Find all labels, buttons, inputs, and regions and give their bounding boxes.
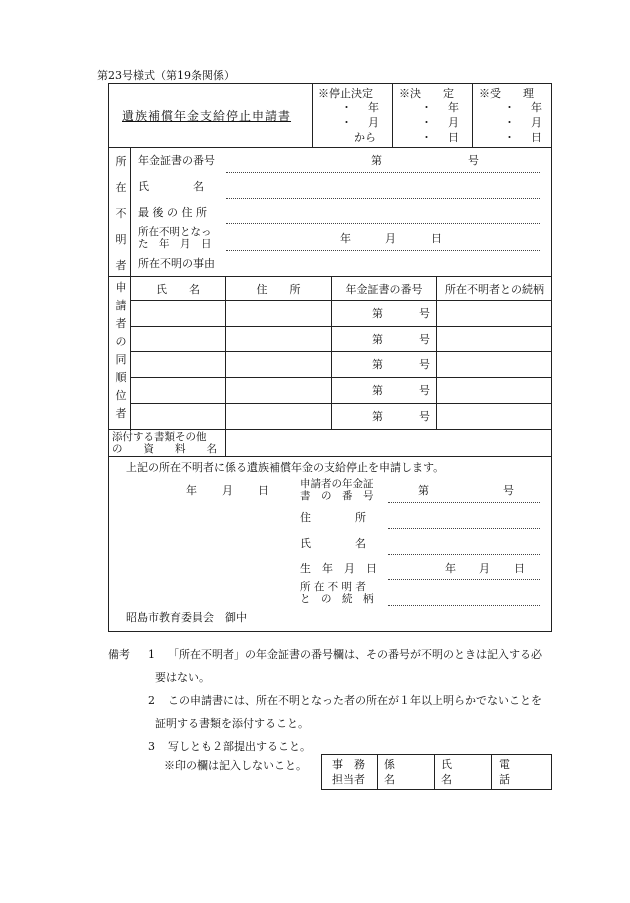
- office-stop-label: ※停止決定: [318, 87, 373, 100]
- note-line: 写しとも２部提出すること。: [168, 740, 311, 753]
- date-year: 年: [186, 484, 197, 497]
- missing-reason-label: 所在不明の事由: [138, 257, 215, 270]
- office-stop-year: 年: [368, 101, 379, 114]
- missing-cert-go: 号: [468, 154, 479, 167]
- row-dai: 第: [372, 358, 383, 371]
- office-stop-from: から: [354, 131, 376, 144]
- applicant-cert-go: 号: [503, 484, 514, 497]
- missing-date-day: 日: [431, 232, 442, 245]
- applicant-birth-label: 生 年 月 日: [300, 562, 377, 575]
- applicant-birth-month: 月: [479, 562, 490, 575]
- date-day: 日: [258, 484, 269, 497]
- applicant-cert-label-2: 書 の 番 号: [300, 490, 374, 502]
- staff-col4-line1: 電: [499, 758, 510, 771]
- declaration-text: 上記の所在不明者に係る遺族補償年金の支給停止を申請します。: [126, 461, 445, 474]
- office-decision-day: 日: [448, 131, 459, 144]
- missing-side-char: 所: [115, 155, 127, 168]
- row-go: 号: [419, 333, 430, 346]
- form-title: 遺族補償年金支給停止申請書: [122, 109, 292, 123]
- header-relationship: 所在不明者との続柄: [445, 283, 544, 296]
- row-dai: 第: [372, 307, 383, 320]
- missing-cert-dai: 第: [371, 154, 382, 167]
- staff-col4-line2: 話: [499, 773, 510, 786]
- staff-col1-line1: 事 務: [332, 758, 365, 771]
- note-num: 1: [148, 648, 155, 661]
- office-receipt-label: ※受 理: [479, 87, 534, 100]
- note-num: 2: [148, 694, 155, 707]
- office-receipt-month: 月: [531, 116, 542, 129]
- note-line: 要はない。: [155, 671, 210, 684]
- missing-side-char: 者: [115, 259, 127, 272]
- note-line: 「所在不明者」の年金証書の番号欄は、その番号が不明のときは記入する必: [168, 648, 542, 661]
- header-name: 氏 名: [156, 283, 200, 296]
- missing-date-year: 年: [340, 232, 351, 245]
- row-go: 号: [419, 384, 430, 397]
- addressee: 昭島市教育委員会 御中: [126, 611, 247, 624]
- attachments-label-1: 添付する書類その他: [112, 431, 207, 443]
- applicant-rel-label-1: 所 在 不 明 者: [300, 581, 366, 593]
- staff-col1-line2: 担当者: [332, 773, 365, 786]
- note-line: この申請書には、所在不明となった者の所在が１年以上明らかでないことを: [168, 694, 542, 707]
- missing-name-label: 氏 名: [138, 180, 204, 193]
- applicant-rel-label-2: と の 続 柄: [300, 593, 374, 605]
- note-line: 証明する書類を添付すること。: [155, 717, 309, 730]
- missing-date-label-2: た 年 月 日: [138, 238, 212, 250]
- applicant-side-char: 同: [115, 353, 127, 366]
- row-dai: 第: [372, 333, 383, 346]
- missing-address-label: 最 後 の 住 所: [138, 206, 207, 219]
- applicant-side-char: 順: [115, 371, 127, 384]
- asterisk-note: ※印の欄は記入しないこと。: [164, 759, 307, 772]
- office-decision-label: ※決 定: [399, 87, 454, 100]
- applicant-address-label: 住 所: [300, 511, 366, 524]
- missing-cert-label: 年金証書の番号: [138, 154, 215, 167]
- notes-heading: 備考: [108, 648, 130, 661]
- row-go: 号: [419, 307, 430, 320]
- header-cert-number: 年金証書の番号: [345, 283, 423, 296]
- staff-col3-line2: 名: [441, 773, 452, 786]
- attachments-label-2: の 資 料 名: [112, 443, 217, 455]
- office-receipt-day: 日: [531, 131, 542, 144]
- date-month: 月: [222, 484, 233, 497]
- staff-col3-line1: 氏: [441, 758, 452, 771]
- applicant-side-char: 申: [115, 281, 127, 294]
- missing-date-label-1: 所在不明となっ: [138, 226, 212, 238]
- office-decision-month: 月: [448, 116, 459, 129]
- applicant-side-char: 者: [115, 407, 127, 420]
- office-receipt-year: 年: [531, 101, 542, 114]
- note-num: 3: [148, 740, 155, 753]
- staff-col2-line1: 係: [384, 758, 395, 771]
- applicant-name-label: 氏 名: [300, 537, 366, 550]
- missing-side-char: 在: [115, 181, 127, 194]
- office-stop-month: 月: [368, 116, 379, 129]
- row-go: 号: [419, 358, 430, 371]
- applicant-birth-year: 年: [445, 562, 456, 575]
- applicant-cert-label-1: 申請者の年金証: [300, 478, 374, 490]
- applicant-birth-day: 日: [514, 562, 525, 575]
- applicant-side-char: 位: [115, 389, 127, 402]
- staff-col2-line2: 名: [384, 773, 395, 786]
- form-number: 第23号様式（第19条関係）: [97, 69, 235, 82]
- row-dai: 第: [372, 410, 383, 423]
- missing-side-char: 明: [115, 233, 127, 246]
- missing-date-month: 月: [385, 232, 396, 245]
- row-dai: 第: [372, 384, 383, 397]
- applicant-side-char: 請: [115, 299, 127, 312]
- applicant-side-char: 者: [115, 317, 127, 330]
- applicant-cert-dai: 第: [418, 484, 429, 497]
- office-decision-year: 年: [448, 101, 459, 114]
- header-address: 住 所: [256, 283, 301, 296]
- missing-side-char: 不: [115, 207, 127, 220]
- row-go: 号: [419, 410, 430, 423]
- applicant-side-char: の: [115, 335, 127, 348]
